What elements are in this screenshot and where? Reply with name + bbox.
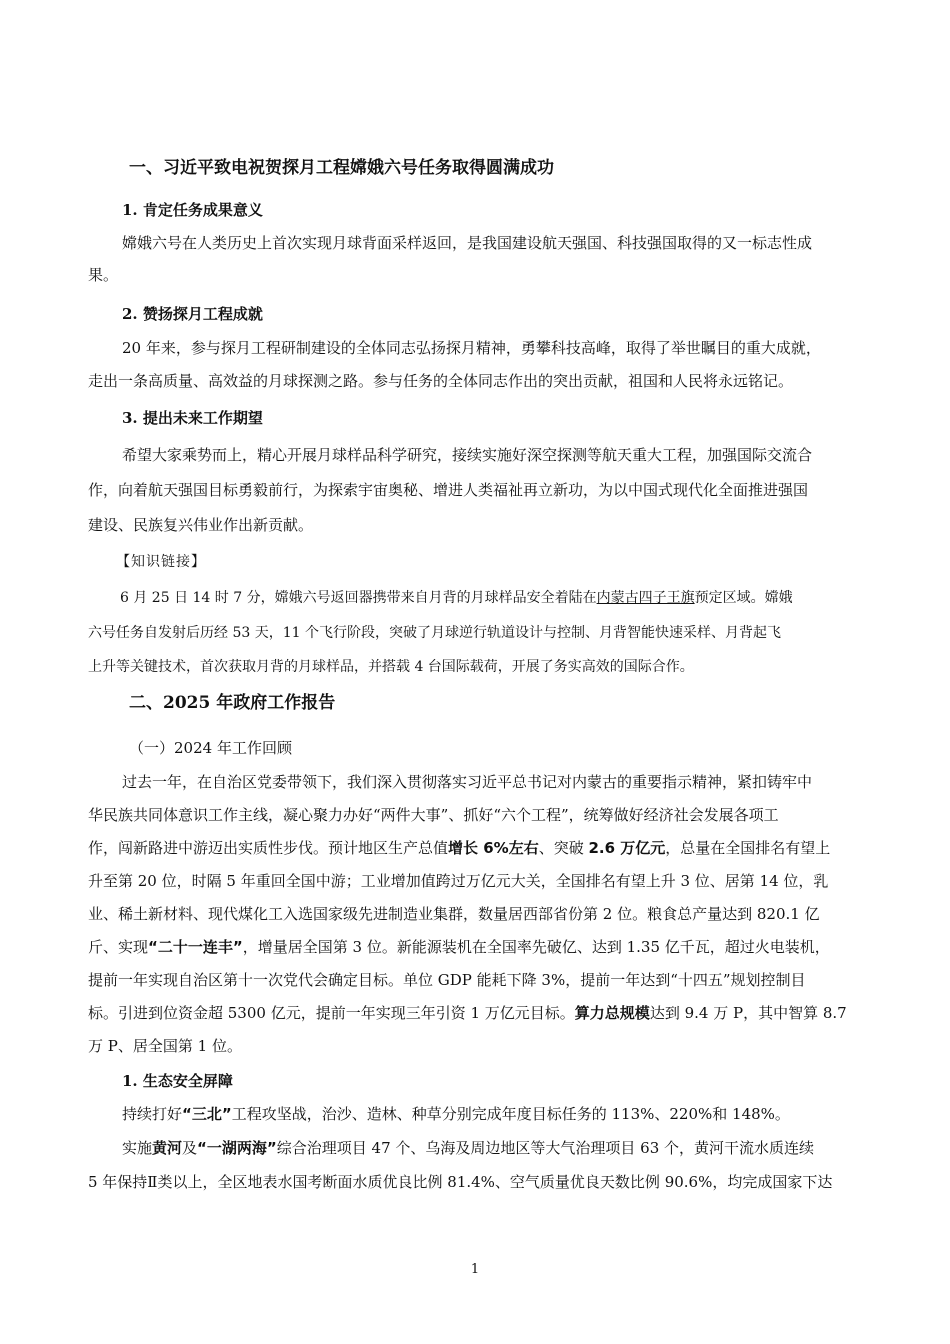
eco-line-1 [122, 1104, 790, 1124]
landing-site-underlined: 内蒙古四子王旗 [596, 590, 695, 606]
review-line-4: 升至第 20 位，时隔 5 年重回全国中游；工业增加值跨过万亿元大关，全国排名有望上升 3 位、居第 14 位，乳 [88, 872, 829, 890]
eco-line-2-e: 综合治理项目 47 个、乌海及周边地区等大气治理项目 63 个，黄河干流水质连续 [276, 1139, 815, 1157]
review-line-7: 提前一年实现自治区第十一次党代会确定目标。单位 GDP 能耗下降 3%，提前一年达到“十四五”规划控制目 [88, 971, 806, 989]
page-number: 1 [470, 1262, 480, 1277]
review-line-1: 过去一年，在自治区党委带领下，我们深入贯彻落实习近平总书记对内蒙古的重要指示精神，紧扣铸牢中 [122, 773, 813, 791]
eco-line-2 [122, 1138, 814, 1158]
review-line-3-c: 、突破 [538, 839, 589, 857]
section2-heading: 二、2025 年政府工作报告 [129, 693, 336, 713]
knowledge-line-1-pre: 6 月 25 日 14 时 7 分，嫦娥六号返回器携带来自月背的月球样品安全着陆在 [120, 590, 597, 606]
review-line-2: 华民族共同体意识工作主线，凝心聚力办好“两件大事”、抓好“六个工程”，统筹做好经济社会发展各项工 [88, 806, 779, 824]
review-line-8-a: 标。引进到位资金超 5300 亿元，提前一年实现三年引资 1 万亿元目标。 [88, 1004, 575, 1022]
review-line-5: 业、稀土新材料、现代煤化工入选国家级先进制造业集群，数量居西部省份第 2 位。粮食总产量达到 820.1 亿 [88, 905, 820, 923]
review-line-9: 万 P、居全国第 1 位。 [88, 1037, 242, 1055]
item3-line-3: 建设、民族复兴伟业作出新贡献。 [88, 516, 314, 534]
section2-subheading: （一）2024 年工作回顾 [129, 739, 292, 757]
review-line-6-a: 斤、实现 [88, 938, 149, 956]
item2-title: 2. 赞扬探月工程成就 [122, 305, 263, 323]
eco-title: 1. 生态安全屏障 [122, 1072, 233, 1090]
item1-line-2: 果。 [88, 266, 119, 284]
yellow-river-highlight: 黄河 [152, 1139, 183, 1157]
gdp-total-highlight: 2.6 万亿元 [588, 839, 666, 857]
one-lake-two-seas-highlight: “一湖两海” [197, 1139, 277, 1157]
section1-heading: 一、习近平致电祝贺探月工程嫦娥六号任务取得圆满成功 [129, 158, 554, 178]
knowledge-line-1-post: 预定区域。嫦娥 [694, 590, 793, 606]
item3-line-2: 作，向着航天强国目标勇毅前行，为探索宇宙奥秘、增进人类福祉再立新功，为以中国式现代化全面推进强国 [88, 481, 809, 499]
item1-line-1: 嫦娥六号在人类历史上首次实现月球背面采样返回，是我国建设航天强国、科技强国取得的又一标志性成 [122, 234, 813, 252]
review-line-8-c: 达到 9.4 万 P，其中智算 8.7 [649, 1004, 847, 1022]
knowledge-line-2: 六号任务自发射后历经 53 天，11 个飞行阶段，突破了月球逆行轨道设计与控制、月背智能快速采样、月背起飞 [88, 625, 781, 641]
item2-line-2: 走出一条高质量、高效益的月球探测之路。参与任务的全体同志作出的突出贡献，祖国和人民将永远铭记。 [88, 372, 794, 390]
eco-line-3: 5 年保持Ⅱ类以上，全区地表水国考断面水质优良比例 81.4%、空气质量优良天数比例 90.6%，均完成国家下达 [88, 1173, 833, 1191]
review-line-3-d: ，总量在全国排名有望上 [665, 839, 831, 857]
computing-power-highlight: 算力总规模 [574, 1004, 650, 1022]
sanbei-highlight: “三北” [182, 1105, 232, 1123]
item3-line-1: 希望大家乘势而上，精心开展月球样品科学研究，接续实施好深空探测等航天重大工程，加强国际交流合 [122, 446, 813, 464]
harvest-highlight: “二十一连丰” [148, 938, 243, 956]
review-line-6-c: ，增量居全国第 3 位。新能源装机在全国率先破亿、达到 1.35 亿千瓦，超过火电装机， [242, 938, 830, 956]
eco-line-1-c: 工程攻坚战，治沙、造林、种草分别完成年度目标任务的 113%、220%和 148%。 [231, 1105, 790, 1123]
review-line-6 [88, 937, 830, 957]
eco-line-2-c: 及 [182, 1139, 198, 1157]
knowledge-line-1 [120, 588, 793, 608]
item1-title: 1. 肯定任务成果意义 [122, 201, 263, 219]
eco-line-2-a: 实施 [122, 1139, 153, 1157]
knowledge-line-3: 上升等关键技术，首次获取月背的月球样品，并搭载 4 台国际载荷，开展了务实高效的国际合作。 [88, 659, 694, 675]
review-line-3-a: 作，闯新路进中游迈出实质性步伐。预计地区生产总值 [88, 839, 449, 857]
knowledge-link-label: 【知识链接】 [116, 554, 206, 570]
item3-title: 3. 提出未来工作期望 [122, 409, 263, 427]
review-line-3 [88, 838, 830, 858]
gdp-growth-highlight: 增长 6%左右 [448, 839, 539, 857]
eco-line-1-a: 持续打好 [122, 1105, 183, 1123]
item2-line-1: 20 年来，参与探月工程研制建设的全体同志弘扬探月精神，勇攀科技高峰，取得了举世瞩目的重大成就， [122, 339, 821, 357]
review-line-8 [88, 1003, 847, 1023]
